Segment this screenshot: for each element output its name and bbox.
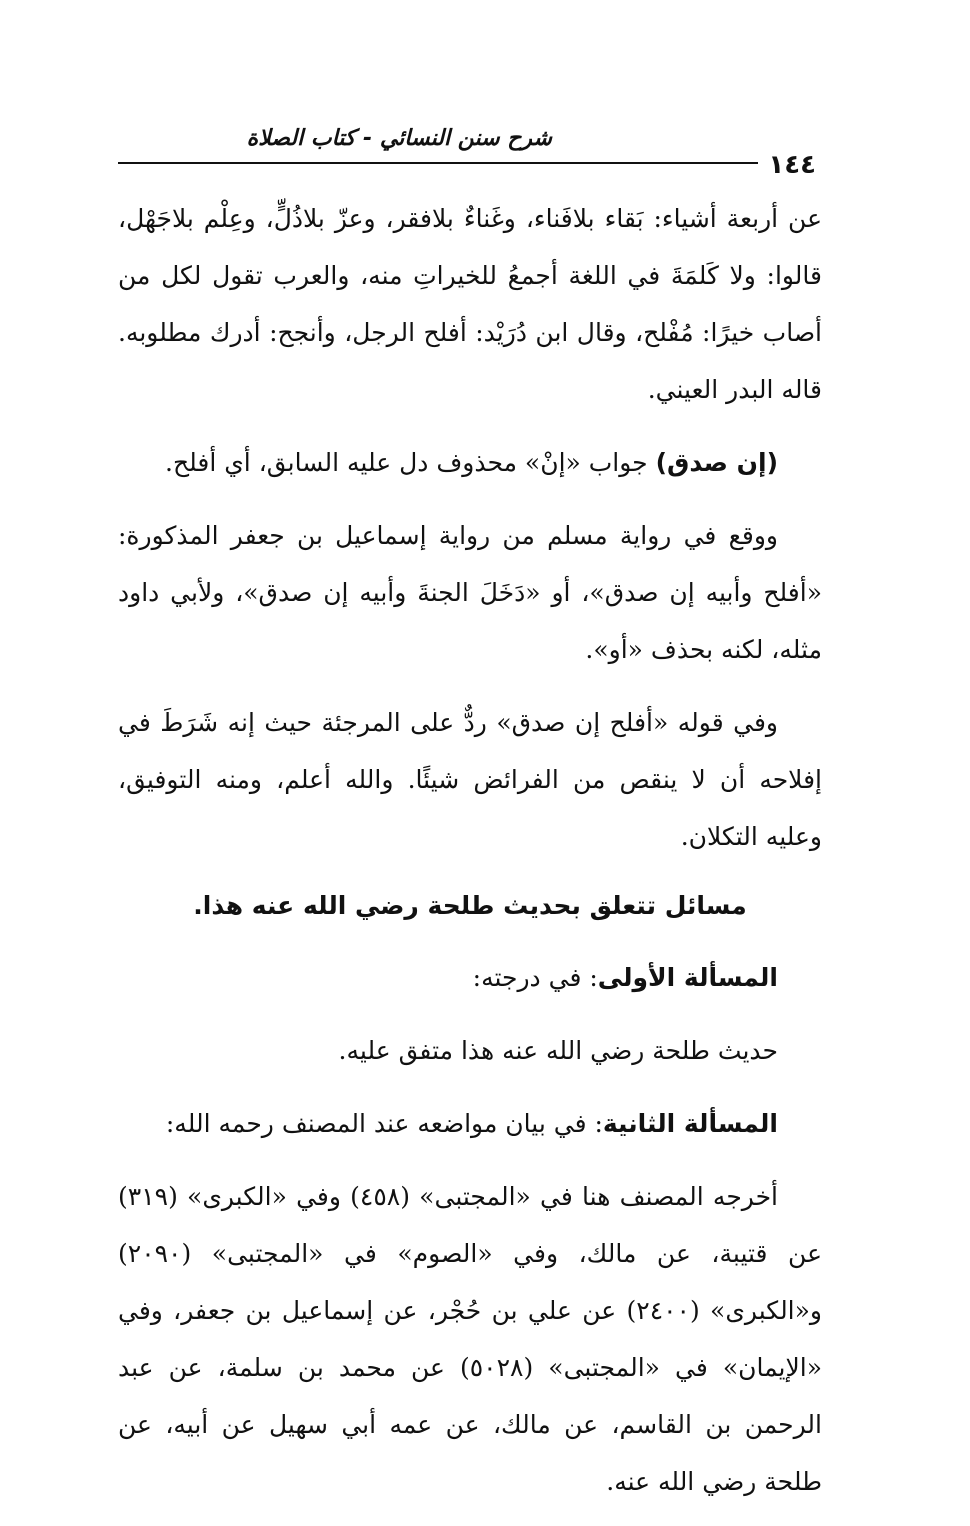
- issue-2-title: [118, 1095, 822, 1152]
- term-in-sadaq: (إن صدق): [655, 448, 778, 477]
- page-number: ١٤٤: [758, 150, 822, 180]
- paragraph-2: [118, 434, 822, 491]
- page-body: [118, 190, 822, 1526]
- issue-1-label-text: : في درجته:: [472, 963, 598, 992]
- paragraph-3: ووقع في رواية مسلم من رواية إسماعيل بن جعفر المذكورة: «أفلح وأبيه إن صدق»، أو «دَخَلَ الجنةَ وأبيه إن صدق»، ولأبي داود مثله، لكنه بحذف «أو».: [118, 521, 822, 664]
- paragraph-4: وفي قوله «أفلح إن صدق» ردٌّ على المرجئة حيث إنه شَرَطَ في إفلاحه أن لا ينقص من الفرائض شيئًا. والله أعلم، ومنه التوفيق، وعليه التكلان.: [118, 708, 822, 851]
- issue-1-title: [118, 949, 822, 1006]
- section-heading: مسائل تتعلق بحديث طلحة رضي الله عنه هذا.: [193, 891, 747, 920]
- issue-2-label: المسألة الثانية: [602, 1109, 778, 1138]
- issue-2-label-text: : في بيان مواضعه عند المصنف رحمه الله:: [165, 1109, 603, 1138]
- page-header: [118, 120, 822, 180]
- paragraph-2-text: جواب «إنْ» محذوف دل عليه السابق، أي أفلح.: [165, 448, 648, 477]
- issue-2-text: أخرجه المصنف هنا في «المجتبى» (٤٥٨) وفي «الكبرى» (٣١٩) عن قتيبة، عن مالك، وفي «الصوم» في «المجتبى» (٢٠٩٠) و«الكبرى» (٢٤٠٠) عن علي بن حُجْر، عن إسماعيل بن جعفر، وفي «الإيمان» في «المجتبى» (٥٠٢٨) عن محمد بن سلمة، عن عبد الرحمن بن القاسم، عن مالك، عن عمه أبي سهيل عن أبيه، عن طلحة رضي الله عنه.: [118, 1182, 822, 1496]
- paragraph-1: عن أربعة أشياء: بَقاء بلافَناء، وغَناءٌ بلافقر، وعزّ بلاذُلٍّ، وعِلْم بلاجَهْل، قالوا: ولا كَلمَةَ في اللغة أجمعُ للخيراتِ منه، والعرب تقول لكل من أصاب خيرًا: مُفْلح، وقال ابن دُرَيْد: أفلح الرجل، وأنجح: أدرك مطلوبه. قاله البدر العيني.: [118, 204, 822, 404]
- header-rule: [118, 162, 822, 164]
- issue-1-label: المسألة الأولى: [597, 963, 778, 992]
- running-title: شرح سنن النسائي - كتاب الصلاة: [246, 126, 552, 151]
- issue-1-text: حديث طلحة رضي الله عنه هذا متفق عليه.: [338, 1036, 778, 1065]
